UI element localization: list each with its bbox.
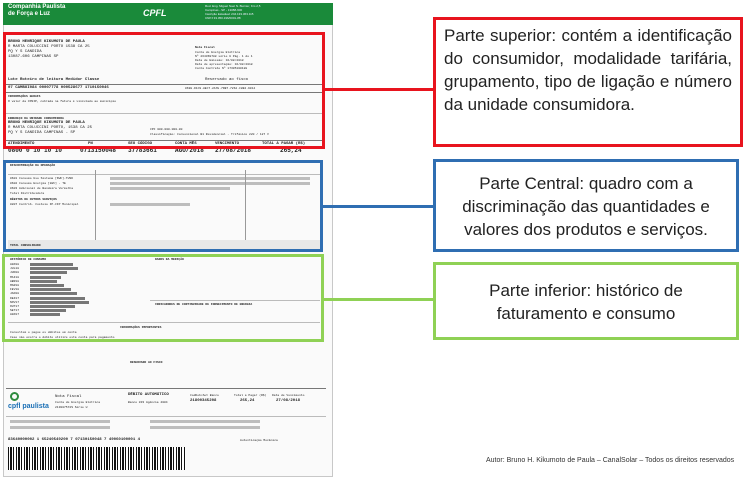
summary-value-total: 265,24 — [280, 147, 302, 154]
history-title: HISTÓRICO DE CONSUMO — [10, 258, 47, 261]
item-row: 0807 Contrib. Custeio IP-CIP Municipal — [10, 203, 79, 206]
info-title: INFORMAÇÕES IMPORTANTES — [120, 326, 162, 329]
nf-title: Nota Fiscal — [195, 46, 215, 49]
unit-street: R MARTA COLUCCINI PORTO, 1538 CA 25 — [8, 126, 93, 130]
history-month-label: JAN18 — [10, 292, 20, 296]
bottom-connector-line — [324, 298, 433, 301]
summary-label-month: CONTA MÊS — [175, 142, 197, 146]
history-month-label: AGO18 — [10, 263, 20, 266]
bottom-due-label: Data de Vencimento — [272, 394, 305, 397]
top-section-highlight — [3, 32, 325, 149]
header-address: Rod. Eng. Miguel Noel N. Burnier, Km 2,5 Campinas - SP - 13088-900 Inscrição Estadual: 244.133.363.115 CNPJ 33.050.196/0001-88 — [205, 4, 261, 20]
bottom-address-lines — [10, 426, 110, 429]
unit-name: BRUNO HENRIQUE KIKUMOTO DE PAULA — [8, 121, 85, 125]
meter-title: DADOS DA MEDIÇÃO — [155, 258, 184, 261]
item-row: 0601 Consumo Uso Sistema [KWh]-TUSD — [10, 177, 74, 180]
top-section-callout: Parte superior: contém a identificação do consumidor, modalidade tarifária, grupamento, tipo de ligação e número da unidade consumidora. — [433, 17, 743, 147]
bottom-address-lines — [10, 420, 110, 423]
summary-label-total: TOTAL A PAGAR (R$) — [262, 142, 306, 146]
top-connector-line — [325, 88, 433, 91]
fiscal-hash: 0698.D1C9.8EC7.2A7E.7DB7.7262.C8B4.9014 — [185, 87, 256, 90]
info-text: Caso não ocorra o débito utilize esta conta para pagamento — [10, 336, 115, 339]
middle-section-highlight — [3, 160, 323, 252]
cpfl-logo: CPFL — [143, 8, 167, 18]
items-total: TOTAL CONSOLIDADO — [10, 244, 41, 247]
divider — [6, 388, 326, 389]
bottom-nf-line: 213007572S Série U — [55, 406, 88, 409]
history-month-label: MAR18 — [10, 284, 20, 287]
summary-label-pn: PN — [88, 142, 93, 146]
history-bar — [30, 284, 64, 287]
history-month-label: ABR18 — [10, 279, 20, 283]
barcode-digits: 83640000002 1 65240549200 7 07130150048 7 49060100001 4 — [8, 438, 141, 442]
item-row: Total Distribuidora — [10, 192, 45, 195]
mechanical-authentication: Autenticação Mecânica — [240, 439, 278, 442]
author-credit: Autor: Bruno H. Kikumoto de Paula – CanalSolar – Todos os direitos reservados — [486, 457, 735, 464]
divider — [6, 416, 326, 417]
history-month-label: SET17 — [10, 309, 20, 313]
history-bar — [30, 267, 78, 270]
bottom-due: 27/08/2018 — [276, 399, 301, 403]
barcode — [8, 447, 186, 470]
unit-address-title: ENDEREÇO DA UNIDADE CONSUMIDORA — [8, 117, 64, 120]
bill-columns-values: 07 CAMBUI084 00007778 000528677 1710150046 — [8, 86, 109, 90]
summary-label-due: VENCIMENTO — [215, 142, 240, 146]
history-month-label: JUL18 — [10, 267, 20, 271]
item-row: DÉBITOS DE OUTROS SERVIÇOS — [10, 198, 57, 201]
bottom-nf-title: Nota Fiscal — [55, 395, 82, 399]
bottom-address-lines — [150, 426, 260, 429]
bottom-section-callout: Parte inferior: histórico de faturamento e consumo — [433, 262, 739, 340]
history-bar — [30, 280, 57, 283]
history-bar — [30, 301, 89, 304]
unit-classification: Classificação: Convencional B1 Residencial - Trifásico 220 / 127 V — [150, 133, 269, 136]
fiscal-reserved-label: Reservado ao fisco — [205, 78, 249, 82]
nf-line: Data de apresentação: 16/08/2018 — [195, 63, 253, 66]
nf-line: Conta de Energia Elétrica — [195, 51, 241, 54]
middle-section-callout: Parte Central: quadro com a discriminação das quantidades e valores dos produtos e serviços. — [433, 159, 739, 252]
cpfl-icon — [10, 392, 19, 401]
history-bar — [30, 271, 67, 274]
quality-title: INDICADORES DE CONTINUIDADE DE FORNECIMENTO DE ENERGIA — [155, 303, 253, 306]
cpfl-paulista-logo: cpfl paulista — [8, 403, 49, 410]
reserved-title: RESERVADO AO FISCO — [130, 361, 163, 364]
customer-name: BRUNO HENRIQUE KIKUMOTO DE PAULA — [8, 40, 85, 44]
summary-label-service: ATENDIMENTO — [8, 142, 35, 146]
summary-value-code: 37783661 — [128, 147, 157, 154]
bottom-debit: DÉBITO AUTOMÁTICO — [128, 393, 169, 397]
unit-city: PQ Y S CANDIDA CAMPINAS - SP — [8, 131, 76, 135]
history-month-label: AGO17 — [10, 313, 20, 317]
general-info-title: INFORMAÇÕES GERAIS — [8, 95, 41, 98]
customer-street: R MARTA COLUCCINI PORTO 1538 CA 25 — [8, 45, 90, 49]
bottom-nf-line: Conta de Energia Elétrica — [55, 401, 101, 404]
history-bar — [30, 297, 85, 300]
history-bar — [30, 313, 60, 316]
bottom-bank: Banco 033 Agência 4004 — [128, 401, 168, 404]
bottom-code-label: CodDeb/Aut Banco — [190, 394, 219, 397]
customer-district: PQ Y S CANDIDA — [8, 50, 42, 54]
summary-value-service: 0800 0 10 10 10 — [8, 147, 63, 154]
history-month-label: DEZ17 — [10, 296, 20, 300]
bottom-address-lines — [150, 420, 260, 423]
info-text: Consultem e pague os débitos em conta — [10, 331, 77, 334]
history-bar — [30, 288, 71, 291]
history-bar — [30, 263, 73, 266]
summary-label-code: SEU CÓDIGO — [128, 142, 153, 146]
item-row: 0603 Adicional de Bandeira Vermelha — [10, 187, 74, 190]
summary-value-month: AGO/2018 — [175, 147, 204, 154]
history-bar — [30, 276, 61, 279]
history-month-label: FEV18 — [10, 288, 20, 292]
nf-line: Conta Contrato Nº 17305100188 — [195, 67, 248, 70]
general-info-text: O valor da COSIP, cobrada na fatura é vinculado ao município — [8, 100, 117, 103]
bottom-code: 21800345208 — [190, 399, 217, 403]
history-bar — [30, 292, 77, 295]
item-row: 0602 Consumo Energia [kWh] - TE — [10, 182, 66, 185]
bill-columns-header: Lote Roteiro de leitura Medidor Classe — [8, 78, 100, 82]
middle-connector-line — [323, 205, 433, 208]
nf-line: Nº 264369788 série U Pág. 1 de 1 — [195, 55, 253, 58]
history-bar — [30, 309, 66, 312]
summary-value-due: 27/08/2018 — [215, 147, 252, 154]
history-month-label: NOV17 — [10, 300, 20, 304]
history-bar — [30, 305, 75, 308]
unit-cpf: CPF 000.000.000-00 — [150, 128, 183, 131]
summary-value-pn: 0713150048 — [80, 147, 117, 154]
items-title: DISCRIMINAÇÃO DA OPERAÇÃO — [10, 164, 56, 167]
history-month-label: JUN18 — [10, 271, 20, 275]
bottom-total-label: Total a Pagar (R$) — [234, 394, 267, 397]
customer-city: 13087-606 CAMPINAS SP — [8, 55, 59, 59]
bottom-total: 265,24 — [240, 399, 255, 403]
company-name: Companhia Paulista de Força e Luz — [8, 4, 66, 17]
history-month-label: MAI18 — [10, 275, 20, 279]
history-month-label: OUT17 — [10, 305, 20, 308]
nf-line: Data de Emissão: 16/08/2018 — [195, 59, 244, 62]
electricity-bill-image — [0, 0, 338, 483]
